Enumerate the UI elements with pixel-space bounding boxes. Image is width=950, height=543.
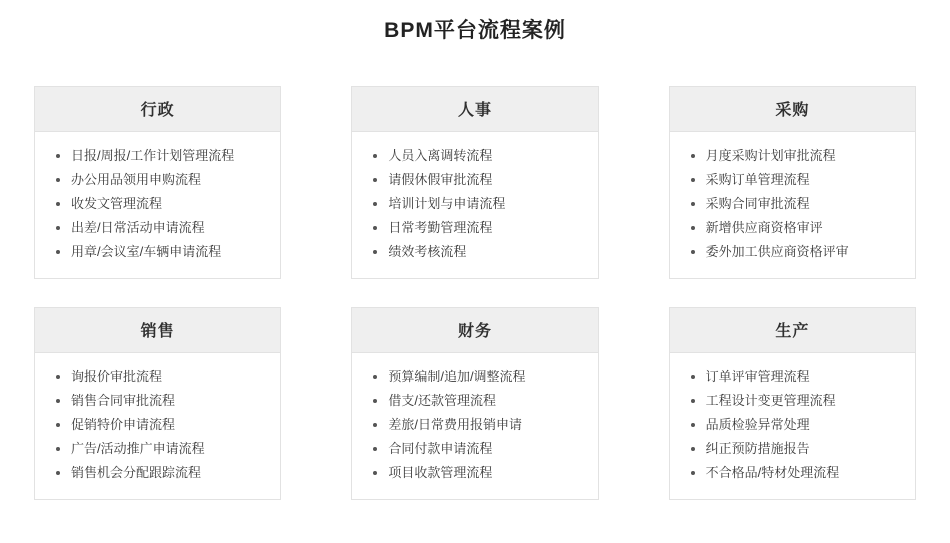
process-card-production bbox=[669, 307, 916, 500]
list-item[interactable]: 合同付款申请流程 bbox=[362, 437, 587, 461]
list-item[interactable]: 差旅/日常费用报销申请 bbox=[362, 413, 587, 437]
list-item[interactable]: 采购合同审批流程 bbox=[680, 192, 905, 216]
process-card-finance bbox=[351, 307, 598, 500]
list-item[interactable]: 询报价审批流程 bbox=[45, 365, 270, 389]
list-item[interactable]: 日报/周报/工作计划管理流程 bbox=[45, 144, 270, 168]
card-header: 财务 bbox=[352, 308, 597, 353]
card-body bbox=[35, 132, 280, 278]
page-title: BPM平台流程案例 bbox=[384, 19, 566, 42]
list-item[interactable]: 订单评审管理流程 bbox=[680, 365, 905, 389]
card-body bbox=[670, 353, 915, 499]
process-list bbox=[45, 144, 270, 264]
list-item[interactable]: 收发文管理流程 bbox=[45, 192, 270, 216]
list-item[interactable]: 销售机会分配跟踪流程 bbox=[45, 461, 270, 485]
list-item[interactable]: 办公用品领用申购流程 bbox=[45, 168, 270, 192]
list-item[interactable]: 项目收款管理流程 bbox=[362, 461, 587, 485]
process-list bbox=[362, 144, 587, 264]
list-item[interactable]: 培训计划与申请流程 bbox=[362, 192, 587, 216]
list-item[interactable]: 委外加工供应商资格评审 bbox=[680, 240, 905, 264]
list-item[interactable]: 广告/活动推广申请流程 bbox=[45, 437, 270, 461]
card-header: 生产 bbox=[670, 308, 915, 353]
list-item[interactable]: 月度采购计划审批流程 bbox=[680, 144, 905, 168]
process-list bbox=[680, 365, 905, 485]
list-item[interactable]: 促销特价申请流程 bbox=[45, 413, 270, 437]
list-item[interactable]: 日常考勤管理流程 bbox=[362, 216, 587, 240]
process-list bbox=[362, 365, 587, 485]
list-item[interactable]: 纠正预防措施报告 bbox=[680, 437, 905, 461]
list-item[interactable]: 请假休假审批流程 bbox=[362, 168, 587, 192]
process-card-administration bbox=[34, 86, 281, 279]
process-card-hr bbox=[351, 86, 598, 279]
process-list bbox=[45, 365, 270, 485]
process-card-purchasing bbox=[669, 86, 916, 279]
card-header: 人事 bbox=[352, 87, 597, 132]
list-item[interactable]: 用章/会议室/车辆申请流程 bbox=[45, 240, 270, 264]
card-body bbox=[352, 132, 597, 278]
process-list bbox=[680, 144, 905, 264]
list-item[interactable]: 人员入离调转流程 bbox=[362, 144, 587, 168]
list-item[interactable]: 采购订单管理流程 bbox=[680, 168, 905, 192]
card-body bbox=[352, 353, 597, 499]
list-item[interactable]: 借支/还款管理流程 bbox=[362, 389, 587, 413]
list-item[interactable]: 预算编制/追加/调整流程 bbox=[362, 365, 587, 389]
card-header: 销售 bbox=[35, 308, 280, 353]
card-body bbox=[670, 132, 915, 278]
list-item[interactable]: 品质检验异常处理 bbox=[680, 413, 905, 437]
card-header: 行政 bbox=[35, 87, 280, 132]
list-item[interactable]: 新增供应商资格审评 bbox=[680, 216, 905, 240]
list-item[interactable]: 不合格品/特材处理流程 bbox=[680, 461, 905, 485]
process-card-sales bbox=[34, 307, 281, 500]
list-item[interactable]: 工程设计变更管理流程 bbox=[680, 389, 905, 413]
process-card-grid bbox=[0, 86, 950, 500]
list-item[interactable]: 出差/日常活动申请流程 bbox=[45, 216, 270, 240]
list-item[interactable]: 绩效考核流程 bbox=[362, 240, 587, 264]
list-item[interactable]: 销售合同审批流程 bbox=[45, 389, 270, 413]
card-header: 采购 bbox=[670, 87, 915, 132]
card-body bbox=[35, 353, 280, 499]
